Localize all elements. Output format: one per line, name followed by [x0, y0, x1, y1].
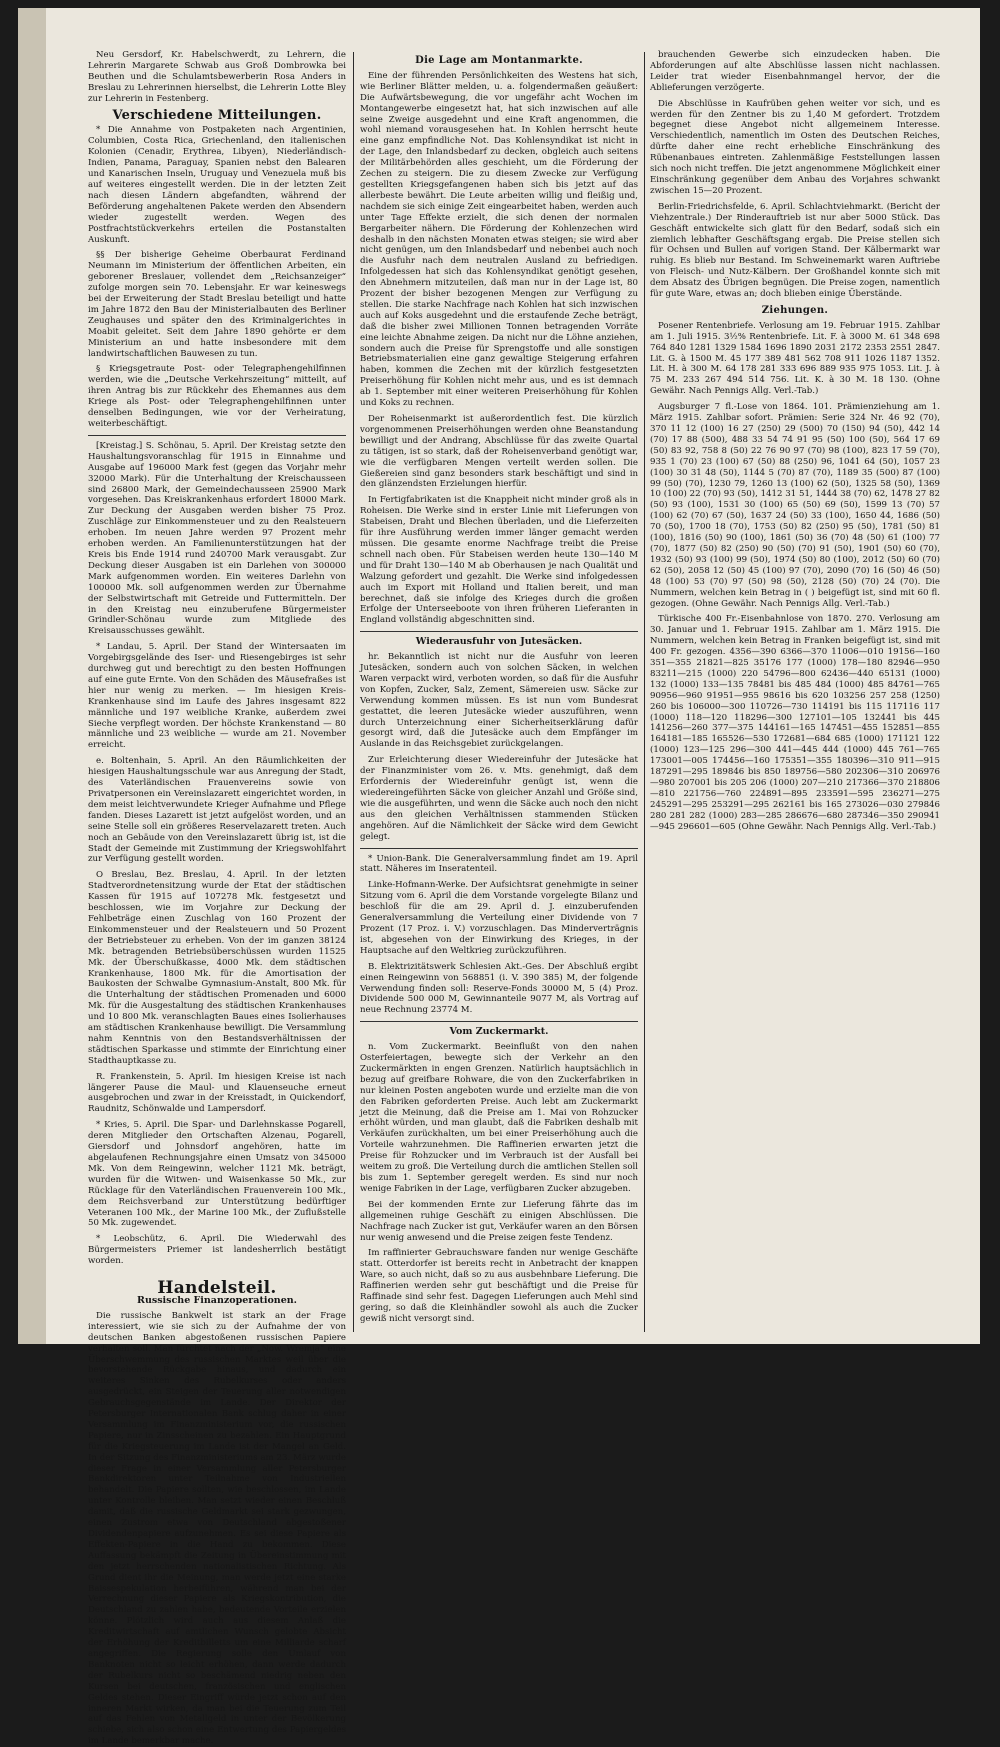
paragraph: brauchenden Gewerbe sich einzudecken haben. Die Abforderungen auf alte Abschlüsse lassen nicht nachlassen. Leider trat wieder Eisenbahnmangel hervor, der die Ablieferungen verzögerte. [650, 50, 940, 93]
paragraph: Der Roheisenmarkt ist außerordentlich fest. Die kürzlich vorgenommenen Preiserhöhungen werden ohne Beanstandung bewilligt und der Andrang, Abschlüsse für das zweite Quartal zu tätigen, ist so stark, daß der Roheisenverband genötigt war, wie die verfügbaren Mengen verteilt werden sollen. Die Gießereien sind ganz besonders stark beschäftigt und sind in den glänzendsten Erzielungen hierfür. [360, 414, 638, 490]
column-middle [360, 50, 638, 1334]
paragraph: B. Elektrizitätswerk Schlesien Akt.-Ges. Der Abschluß ergibt einen Reingewinn von 568851 (i. V. 390 385) M, der folgende Verwendung finden soll: Reserve-Fonds 30000 M, 5 (4) Proz. Dividende 500 000 M, Gewinnanteile 9077 M, als Vortrag auf neue Rechnung 23774 M. [360, 961, 638, 1016]
paragraph: Türkische 400 Fr.-Eisenbahnlose von 1870. 270. Verlosung am 30. Januar und 1. Februar 1915. Zahlbar am 1. März 1915. Die Nummern, welchen kein Betrag in Franken beigefügt ist, sind mit 400 Fr. gezogen. 4356—390 6366—370 11006—010 19156—160 351—355 21821—825 35176 177 (1000) 178—180 82946—950 83211—215 (1000) 220 54796—800 62436—440 65131 (1000) 132 (1000) 133—135 78481 bis 485 484 (1000) 485 84761—765 90956—960 91951—955 98616 bis 620 103256 257 258 (1250) 260 bis 106000—300 110726—730 114191 bis 115 117116 117 (1000) 118—120 118296—300 127101—105 132441 bis 445 141256—260 377—375 144161—165 147451—455 152851—855 164181—185 165526—530 172681—684 685 (1000) 171121 122 (1000) 123—125 296—300 441—445 444 (1000) 445 761—765 173001—005 174456—160 175351—355 180396—310 911—915 187291—295 189846 bis 850 189756—580 202306—310 206976—980 207001 bis 205 206 (1000) 207—210 217366—370 218806—810 221756—760 224891—895 233591—595 236271—275 245291—295 253291—295 262161 bis 165 273026—030 279846 280 281 282 (1000) 283—285 286676—680 287346—350 290941—945 296601—605 (Ohne Gewähr. Nach Pennigs Allg. Verl.-Tab.) [650, 614, 940, 832]
paragraph: O Breslau, Bez. Breslau, 4. April. In der letzten Stadtverordnetensitzung wurde der Etat der städtischen Kassen für 1915 auf 107278 Mk. festgesetzt und beschlossen, wie im Vorjahre zur Deckung der Fehlbeträge einen Zuschlag von 160 Prozent der Einkommensteuer und der Realsteuern und 50 Prozent der Betriebsteuer zu erheben. Von der im ganzen 38124 Mk. betragenden Betriebsüberschüssen wurden 11525 Mk. der Überschußkasse, 4000 Mk. dem städtischen Krankenhause, 1800 Mk. für die Amortisation der Baukosten der Schwalbe Gymnasium-Anstalt, 800 Mk. für die Unterhaltung der städtischen Promenaden und 6000 Mk. für die Ausgestaltung des städtischen Krankenhauses und 10 800 Mk. veranschlagten Baues eines Isolierhauses am städtischen Krankenhause bewilligt. Die Versammlung nahm Kenntnis von den Bestandsverhältnissen der städtischen Sparkasse und stimmte der Einrichtung einer Stadthauptkasse zu. [88, 870, 346, 1066]
section-heading: Ziehungen. [761, 304, 829, 316]
paragraph: hr. Bekanntlich ist nicht nur die Ausfuhr von leeren Jutesäcken, sondern auch von solchen Säcken, in welchen Waren verpackt wird, verboten worden, so daß für die Ausfuhr von Kopfen, Zucker, Salz, Zement, Sämereien usw. Säcke zur Verwendung kommen müssen. Es ist nun vom Bundesrat gestattet, die leeren Jutesäcke wieder auszuführen, wenn durch Unterzeichnung einer Sicherheitserklärung dafür gesorgt wird, daß die Jutesäcke auch dem Empfänger im Auslande in das Reichsgebiet zurückgelangen. [360, 652, 638, 750]
divider [360, 848, 638, 849]
article-heading: Wiederausfuhr von Jutesäcken. [415, 636, 583, 648]
paragraph: Bei der kommenden Ernte zur Lieferung fährte das im allgemeinen ruhige Geschäft zu einigen Abschlüssen. Die Nachfrage nach Zucker ist gut, Verkäufer waren an den Börsen nur wenig anwesend und die Preise zeigen feste Tendenz. [360, 1199, 638, 1243]
paragraph: Neu Gersdorf, Kr. Habelschwerdt, zu Lehrern, die Lehrerin Margarete Schwab aus Groß Dombrowka bei Beuthen und die Schulamtsbewerberin Rosa Anders in Breslau zu Lehrerinnen hierselbst, die Lehrerin Lotte Bley zur Lehrerin in Festenberg. [88, 50, 346, 104]
paragraph: Im raffinierter Gebrauchsware fanden nur wenige Geschäfte statt. Otterdorfer ist bereits recht in Anbetracht der knappen Ware, so auch nicht, daß so zu aus ausbehnbare Lieferung. Die Raffinerien werden sehr gut beschäftigt und die Preise für Raffinade sind sehr fest. Dagegen Lieferungen auch Mehl sind gering, so daß die Kleinhändler sowohl als auch die Zucker gewiß nicht versorgt sind. [360, 1248, 638, 1324]
paragraph: Berlin-Friedrichsfelde, 6. April. Schlachtviehmarkt. (Bericht der Viehzentrale.) Der Rinderauftrieb ist nur aber 5000 Stück. Das Geschäft entwickelte sich glatt für den Bedarf, sodaß sich ein ziemlich lebhafter Geschäftsgang ergab. Die Preise stellen sich für Ochsen und Bullen auf vorigen Stand. Der Kälbermarkt war ruhig. Es blieb nur Bestand. Im Schweinemarkt waren Auftriebe von Fleisch- und Nutz-Kälbern. Der Großhandel konnte sich mit dem Absatz des Übrigen begnügen. Die Preise zogen, namentlich für gute Ware, etwas an; doch blieben einige Überstände. [650, 201, 940, 300]
section-heading: Handelsteil. [157, 1278, 277, 1299]
article-heading: Russische Finanzoperationen. [137, 1294, 297, 1306]
column-right [650, 50, 940, 1334]
paragraph: Zur Erleichterung dieser Wiedereinfuhr der Jutesäcke hat der Finanzminister vom 26. v. Mts. genehmigt, daß dem Erfordernis der Wiedereinfuhr genügt ist, wenn die wiedereingeführten Säcke von gleicher Anzahl und Größe sind, wie die ausgeführten, und wenn die Säcke auch noch den nicht aus den gleichen Verhältnissen stammenden Stücken angehören. Auf die Nämlichkeit der Säcke wird dem Gewicht gelegt. [360, 755, 638, 842]
paragraph: Die russische Bankwelt ist stark an der Frage interessiert, wie sie sich zu der Aufnahme der von deutschen Banken abgestoßenen russischen Papiere verhalten soll. Man fürchtet nach der „Now. Wremja“ eine Überschwemmung des russischen Marktes weil über die bevorstehende Rückgabe hinaus, und dadurch ein weiteres Sinken des Rubelkurses oder anders ausgedrückt, ein Steigen der Teuerung aller notwendigen Gebrauchsgegenstände im Lande. Der Direktor der Petersburger Internationalen Bank schlug daher in einer Versammlung im Finanzministerium vor, die russischen Papiere, nur in Zinsscheinen zu bezahlen. Ein Hauptgrund für die Kriegsteuerung im Lande ist der Mangel an Geld. In der Sitzung des Finanzministeriums am 23. März wurde dieser Frage in einer Versammlung aller Petersburger Bankdirektoren unter Teilnahme von Industriellen behandelt. Die Papiere sollten, wie beschlossen, im Lande unter Kontrolle bleiben. Man setzt wieder einen Beschluß damit, daß die russische Geldmarkt sei stark gezwungen, einen Zustrom etwa von Deutschland abgestoßener Dividendenpapiere aufzunehmen. Es sei diese Papiere als Effekten-Papiere in die Hand zu bekommen. Diese Auffassung bekämpft die Zeitung in Übereinstimmung mit den jetzt herrschenden nationalistischen Richtung. Als Grund dient ihr die Meinung, man werde jetzt eine starke Baissespekulation herbeiführen, während man bei der Verrechnung dieser Papiere als Kriegskontribution, die Deutschland zu zahlen habe, bedeutende Vorteile erzielen könne. Plötzlich wird auch aus diesem Anlaß die Kreditwirtschaft auf amtlichen Wunsch gelobte Absicht der Erhöhung der Kreditbilletts um eine Milliarde scharf angegriffen. Die Regierung solle den Umlauf von Banknoten nicht so leicht erhöhen, dann werde dadurch der Rubelkurs nicht so beschämend niedrig neben den Kursen bei deutschen, französischen und englischen Geldes stehen. Dieser Eingriff würde jetzt schon auf den inneren Markt wirken, da man bei die Teuerung zum Teil auf das Fehlen von Metallgeld in unter der Bevölkerung schiebe, sich also schon eine Entwertung des Papiergeldes im Lande bemerkbar mache. [88, 1310, 346, 1747]
paragraph: Augsburger 7 fl.-Lose von 1864. 101. Prämienziehung am 1. März 1915. Zahlbar sofort. Prämien: Serie 324 Nr. 46 92 (70), 370 11 12 (100) 16 27 (250) 29 (500) 70 (150) 94 (50), 442 14 (70) 17 88 (500), 488 33 54 74 91 95 (50) 100 (50), 564 17 69 (50) 83 92, 758 8 (50) 22 76 90 97 (70) 98 (100), 823 17 59 (70), 935 1 (70) 23 (100) 67 (50) 88 (250) 96, 1041 64 (50), 1057 23 (100) 30 31 48 (50), 1144 5 (70) 87 (70), 1189 35 (500) 87 (100) 99 (50) (70), 1230 79, 1260 13 (100) 62 (50), 1325 58 (50), 1369 10 (100) 22 (70) 93 (50), 1412 31 51, 1444 38 (70) 62, 1478 27 82 (50) 93 (100), 1531 30 (100) 65 (50) 69 (50), 1599 13 (70) 57 (100) 62 (70) 67 (50), 1637 24 (50) 33 (100), 1650 44, 1686 (50) 70 (50), 1700 18 (70), 1753 (50) 82 (250) 95 (50), 1781 (50) 81 (100), 1816 (50) 90 (100), 1861 (50) 36 (70) 48 (50) 61 (100) 77 (70), 1877 (50) 82 (250) 90 (50) (70) 91 (50), 1901 (50) 60 (70), 1932 (50) 93 (100) 99 (50), 1974 (50) 80 (100), 2012 (50) 60 (70) 62 (50), 2058 12 (50) 45 (100) 97 (70), 2090 (70) 16 (50) 46 (50) 48 (100) 53 (70) 97 (50) 98 (50), 2128 (50) (70) 24 (70). Die Nummern, welchen kein Betrag in ( ) beigefügt ist, sind mit 60 fl. gezogen. (Ohne Gewähr. Nach Pennigs Allg. Verl.-Tab.) [650, 402, 940, 609]
divider [360, 1021, 638, 1022]
newspaper-page [18, 8, 980, 1747]
paragraph: [Kreistag.] S. Schönau, 5. April. Der Kreistag setzte den Haushaltungsvoranschlag für 1915 in Einnahme und Ausgabe auf 196000 Mark fest (gegen das Vorjahr mehr 32000 Mark). Für die Unterhaltung der Kreischausseen sind 26800 Mark, der Gemeindechausseen 25900 Mark vorgesehen. Das Kreiskrankenhaus erfordert 18000 Mark. Zur Deckung der Ausgaben werden bisher 75 Proz. Zuschläge zur Einkommensteuer und zu den Realsteuern erhoben. Im neuen Jahre werden 97 Prozent mehr erhoben werden. An Familienunterstützungen hat der Kreis bis Ende 1914 rund 240700 Mark verausgabt. Zur Deckung dieser Ausgaben ist ein Darlehen von 300000 Mark aufgenommen worden. Ein weiteres Darlehn von 100000 Mk. soll aufgenommen werden zur Übernahme der Selbstwirtschaft mit Getreide und Futtermitteln. Der in den Kreistag neu einzuberufene Bürgermeister Grindler-Schönau wurde zum Mitgliede des Kreisausschusses gewählt. [88, 440, 346, 637]
paragraph: * Union-Bank. Die Generalversammlung findet am 19. April statt. Näheres im Inseratenteil. [360, 853, 638, 875]
paragraph: Eine der führenden Persönlichkeiten des Westens hat sich, wie Berliner Blätter melden, u. a. folgendermaßen geäußert: Die Aufwärtsbewegung, die vor ungefähr acht Wochen im Montangewerbe eingesetzt hat, hat sich inzwischen auf alle seine Zweige ausgedehnt und eine Kraft angenommen, die wohl niemand vorausgesehen hat. In Kohlen herrscht heute eine ganz empfindliche Not. Das Kohlensyndikat ist nicht in der Lage, den Inlandsbedarf zu decken, obgleich auch seitens der Militärbehörden alles geschieht, um die Förderung der Zechen zu steigern. Die zu diesem Zwecke zur Verfügung gestellten Kriegsgefangenen haben sich bis jetzt auf das allerbeste bewährt. Die Leute arbeiten willig und fleißig und, nachdem sie sich einige Zeit eingearbeitet haben, werden auch unter Tage Effekte erzielt, die sich denen der normalen Bergarbeiter nähern. Die Förderung der Kohlenzechen wird deshalb in den nächsten Monaten etwas steigen; sie wird aber nicht genügen, um den Inlandsbedarf und nebenbei auch noch die Ausfuhr nach dem neutralen Ausland zu befriedigen. Infolgedessen hat sich das Kohlensyndikat genötigt gesehen, den Abnehmern mitzuteilen, daß man nur in der Lage ist, 80 Prozent der bisher bezogenen Mengen zur Verfügung zu stellen. Die starke Nachfrage nach Kohlen hat sich inzwischen auch auf Koks ausgedehnt und die erstaufende Zeche beträgt, daß die bisher zwei Millionen Tonnen betragenden Vorräte eine leichte Abnahme zeigen. Da nicht nur die Löhne anziehen, sondern auch die Preise für Sprengstoffe und alle sonstigen Betriebsmaterialien eine ganz gewaltige Steigerung erfahren haben, kommen die Zechen mit der kürzlich festgesetzten Preiserhöhung für Kohlen nicht mehr aus, und es ist demnach ab 1. September mit einer weiteren Preiserhöhung für Kohlen und Koks zu rechnen. [360, 70, 638, 409]
divider [88, 435, 346, 436]
paragraph: § Kriegsgetraute Post- oder Telegraphengehilfinnen werden, wie die „Deutsche Verkehrszeitung“ mitteilt, auf ihren Antrag bis zur Rückkehr des Ehemannes aus dem Kriege als Post- oder Telegraphengehilfinnen unter denselben Bedingungen, wie vor der Verheiratung, weiterbeschäftigt. [88, 364, 346, 429]
paragraph: Die Abschlüsse in Kaufrüben gehen weiter vor sich, und es werden für den Zentner bis zu 1,40 M gefordert. Trotzdem begegnet diese Angebot nicht allgemeinem Interesse. Verschiedentlich, namentlich im Osten des Deutschen Reiches, dürfte daher eine recht erhebliche Einschränkung des Rübenanbaues eintreten. Zahlenmäßige Feststellungen lassen sich noch nicht treffen. Die jetzt angenommene Möglichkeit einer Einschränkung gegenüber dem Anbau des Vorjahres schwankt zwischen 15—20 Prozent. [650, 98, 940, 196]
paragraph: Linke-Hofmann-Werke. Der Aufsichtsrat genehmigte in seiner Sitzung vom 6. April die dem Vorstande vorgelegte Bilanz und beschloß für die am 29. April d. J. einzuberufenden Generalversammlung die Verteilung einer Dividende von 7 Prozent (17 Proz. i. V.) vorzuschlagen. Das Minderverträgnis ist, abgesehen von der Einwirkung des Krieges, in der Hauptsache auf den Weltkrieg zurückzuführen. [360, 880, 638, 956]
column-rule [353, 52, 354, 1332]
paragraph: * Landau, 5. April. Der Stand der Wintersaaten im Vorgebirgsgelände des Iser- und Riesengebirges ist sehr durchweg gut und berechtigt zu den besten Hoffnungen auf eine gute Ernte. Von den Schäden des Mäusefraßes ist hier nur wenig zu merken. — Im hiesigen Kreis-Krankenhause sind im Laufe des Jahres insgesamt 822 männliche und 197 weibliche Kranke, außerdem zwei Sieche verpflegt worden. Der höchste Krankenstand — 80 männliche und 23 weibliche — wurde am 21. November erreicht. [88, 642, 346, 751]
paragraph: * Die Annahme von Postpaketen nach Argentinien, Columbien, Costa Rica, Griechenland, den italienischen Kolonien (Cenadir, Erythrea, Libyen), Niederländisch-Indien, Panama, Paraguay, Spanien nebst den Balearen und Kanarischen Inseln, Uruguay und Venezuela muß bis auf weiteres eingestellt werden. Die in der letzten Zeit nach diesen Ländern abgefandten, während der Beförderung angehaltenen Pakete werden den Absendern wieder zugestellt werden. Wegen des Postfrachtstückverkehrs erteilen die Postanstalten Auskunft. [88, 125, 346, 245]
paragraph: §§ Der bisherige Geheime Oberbaurat Ferdinand Neumann im Ministerium der öffentlichen Arbeiten, ein geborener Breslauer, vollendet dem „Reichsanzeiger“ zufolge morgen sein 70. Lebensjahr. Er war keineswegs bei der Erweiterung der Stadt Breslau beteiligt und hatte im Jahre 1872 den Bau der Ministerialbauten des Berliner Zeughauses und später den des Kriminalgerichtes in Moabit geleitet. Seit dem Jahre 1890 gehörte er dem Ministerium an und hatte insbesondere mit dem landwirtschaftlichen Bauwesen zu tun. [88, 250, 346, 359]
divider [360, 631, 638, 632]
article-heading: Vom Zuckermarkt. [449, 1026, 549, 1038]
paragraph: e. Boltenhain, 5. April. An den Räumlichkeiten der hiesigen Haushaltungsschule war aus Anregung der Stadt, des Vaterländischen Frauenvereins sowie von Privatpersonen ein Vereinslazarett eingerichtet worden, in dem meist leichtverwundete Krieger Aufnahme und Pflege fanden. Dieses Lazarett ist jetzt aufgelöst worden, und an seine Stelle soll ein größeres Reservelazarett treten. Auch noch an Gebäude von den Vereinslazarett übrig ist, ist die Stadt der Gemeinde mit Zustimmung der Kriegswohlfahrt zur Verfügung gestellt worden. [88, 756, 346, 865]
section-heading: Verschiedene Mitteilungen. [112, 107, 322, 123]
column-rule [644, 52, 645, 1332]
column-left [88, 50, 346, 1747]
article-heading: Die Lage am Montanmarkte. [415, 55, 583, 66]
page-binding-edge [18, 8, 46, 1344]
paragraph: Posener Rentenbriefe. Verlosung am 19. Februar 1915. Zahlbar am 1. Juli 1915. 3½% Rentenbriefe. Lit. F. à 3000 M. 61 348 698 764 840 1281 1329 1584 1696 1890 2031 2172 2353 2551 2847. Lit. G. à 1500 M. 45 177 389 481 562 708 911 1026 1187 1352. Lit. H. à 300 M. 64 178 281 333 696 889 935 975 1053. Lit. J. à 75 M. 233 267 494 514 756. Lit. K. à 30 M. 18 130. (Ohne Gewähr. Nach Pennigs Allg. Verl.-Tab.) [650, 320, 940, 397]
paragraph: * Kries, 5. April. Die Spar- und Darlehnskasse Pogarell, deren Mitglieder den Ortschaften Alzenau, Pogarell, Giersdorf und Johnsdorf angehören, hatte im abgelaufenen Rechnungsjahre einen Umsatz von 345000 Mk. Von dem Reingewinn, welcher 1121 Mk. beträgt, wurden für die Witwen- und Waisenkasse 50 Mk., zur Rücklage für den Vaterländischen Frauenverein 100 Mk., dem Reichsverband zur Unterstützung bedürftiger Veteranen 100 Mk., der Marine 100 Mk., der Zuflußstelle 50 Mk. zugewendet. [88, 1120, 346, 1229]
paragraph: In Fertigfabrikaten ist die Knappheit nicht minder groß als in Roheisen. Die Werke sind in erster Linie mit Lieferungen von Stabeisen, Draht und Blechen überladen, und die Lieferzeiten für ihre Ausführung werden immer länger gemacht werden müssen. Die gesamte enorme Nachfrage treibt die Preise schnell nach oben. Für Stabeisen werden heute 130—140 M und für Draht 130—140 M ab Oberhausen je nach Qualität und Walzung gefordert und gezahlt. Die Werke sind infolgedessen auch im Export mit Holland und Italien bereit, und man berechnet, daß sie infolge des Krieges durch die großen Erfolge der Unterseeboote von ihren früheren Lieferanten in England vollständig abgeschnitten sind. [360, 495, 638, 626]
paragraph: n. Vom Zuckermarkt. Beeinflußt von den nahen Osterfeiertagen, bewegte sich der Verkehr an den Zuckermärkten in engen Grenzen. Natürlich hauptsächlich in bezug auf greifbare Rohware, die von den Zuckerfabriken in nur kleinen Posten angeboten wurde und erzielte man die von den Fabriken geforderten Preise. Auch lebt am Zuckermarkt jetzt die Meinung, daß die Preise am 1. Mai von Rohzucker erhöht würden, und man glaubt, daß die Fabriken deshalb mit Verkäufen zurückhalten, um bei einer Preiserhöhung auch die Vorteile wahrzunehmen. Die Raffinerien erwarten jetzt die Preise für Rohzucker und im Verbrauch ist der Ausfall bei weitem zu groß. Die Verteilung durch die amtlichen Stellen soll bis zum 1. September geregelt werden. Es sind nur noch wenige Fabriken in der Lage, verfügbaren Zucker abzugeben. [360, 1042, 638, 1194]
paragraph: R. Frankenstein, 5. April. Im hiesigen Kreise ist nach längerer Pause die Maul- und Klauenseuche erneut ausgebrochen und zwar in der Kreisstadt, in Quickendorf, Raudnitz, Schönwalde und Lampersdorf. [88, 1071, 346, 1115]
paragraph: * Leobschütz, 6. April. Die Wiederwahl des Bürgermeisters Priemer ist landesherrlich bestätigt worden. [88, 1234, 346, 1267]
